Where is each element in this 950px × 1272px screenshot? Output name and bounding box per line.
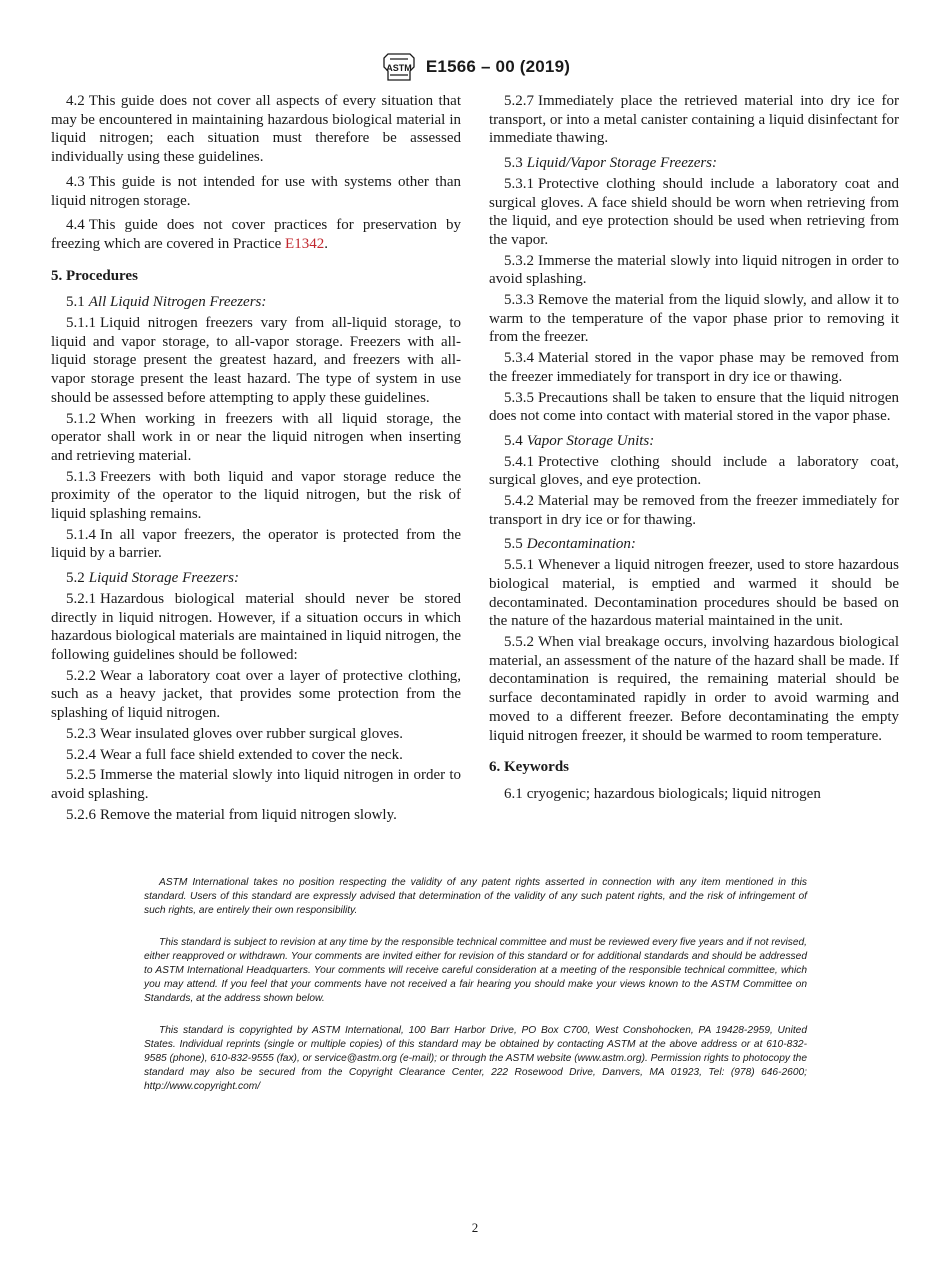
astm-logo-icon (380, 50, 418, 84)
page-number: 2 (471, 1220, 479, 1235)
revision-notice: This standard is subject to revision at any time by the responsible technical committee and must be reviewed every five years and if not revised, either reapproved or withdrawn. Your comments are invited either for revision of this standard or for additional standards and should be addressed to ASTM International Headquarters. Your comments will receive careful consideration at a meeting of the responsible technical committee, which you may attend. If you feel that your comments have not received a fair hearing you should make your views known to the ASTM Committee on Standards, at the address shown below. (144, 937, 807, 1004)
clause-5-2-7: 5.2.7 Immediately place the retrieved material into dry ice for transport, or into a metal canister containing a liquid disinfectant for immediate thawing. (489, 93, 899, 147)
clause-5-1-1: 5.1.1 Liquid nitrogen freezers vary from all-liquid storage, to liquid and vapor storage, to all-vapor storage. Freezers with all-liquid storage present the greatest hazard, and freezers with all-vapor storage present the least hazard. The type of system in use should be assessed before attempting to apply these guidelines. (51, 315, 461, 406)
clause-5-2-6: 5.2.6 Remove the material from liquid nitrogen slowly. (66, 806, 397, 823)
clause-5-2-2: 5.2.2 Wear a laboratory coat over a layer of protective clothing, such as a heavy jacket, that provides some protection from the splashing of liquid nitrogen. (51, 667, 461, 722)
copyright-notice: This standard is copyrighted by ASTM International, 100 Barr Harbor Drive, PO Box C700, West Conshohocken, PA 19428-2959, United States. Individual reprints (single or multiple copies) of this standard may be obtained by contacting ASTM at the above address or at 610-832-9585 (phone), 610-832-9555 (fax), or service@astm.org (e-mail); or through the ASTM website (www.astm.org). Permission rights to photocopy the standard may also be secured from the Copyright Clearance Center, 222 Rosewood Drive, Danvers, MA 01923, Tel: (978) 646-2600; http://www.copyright.com/ (144, 1025, 807, 1092)
clause-5-1-2: 5.1.2 When working in freezers with all liquid storage, the operator shall work in or near the liquid nitrogen when inserting and retrieving material. (51, 410, 461, 464)
clause-5-1: 5.1 All Liquid Nitrogen Freezers: (66, 294, 267, 311)
clause-5-1-3: 5.1.3 Freezers with both liquid and vapor storage reduce the proximity of the operator to the liquid nitrogen, but the risk of liquid splashing remains. (51, 468, 461, 523)
clause-4-2: 4.2 This guide does not cover all aspects of every situation that may be encountered in maintaining hazardous biological material in liquid nitrogen; each situation must therefore be assessed individually using these guidelines. (51, 93, 461, 166)
clause-5-5-1: 5.5.1 Whenever a liquid nitrogen freezer, used to store hazardous biological material, is emptied and warmed it should be decontaminated. Decontamination procedures should be based on the nature of the hazardous material maintained in the unit. (489, 557, 899, 630)
clause-5-1-4: 5.1.4 In all vapor freezers, the operator is protected from the liquid by a barrier. (51, 526, 461, 562)
clause-5-3-1: 5.3.1 Protective clothing should include a laboratory coat and surgical gloves. A face shield should be worn when retrieving from the liquid, and eye protection should be used when retrieving from the vapor. (489, 175, 899, 248)
clause-5-2-1: 5.2.1 Hazardous biological material should never be stored directly in liquid nitrogen. However, if a situation occurs in which hazardous biological materials are maintained in liquid nitrogen, the following guidelines should be followed: (51, 590, 461, 663)
clause-5-2-3: 5.2.3 Wear insulated gloves over rubber surgical gloves. (66, 725, 404, 742)
clause-5-4: 5.4 Vapor Storage Units: (504, 432, 655, 449)
section-5-heading: 5. Procedures (51, 267, 138, 284)
clause-5-5-2: 5.5.2 When vial breakage occurs, involving hazardous biological material, an assessment of the nature of the hazard shall be made. If decontamination is required, the remaining material should be surface decontaminated rapidly in order to avoid warming and moved to a different freezer. Before decontaminating the empty liquid nitrogen freezer, it should be warmed to room temperature. (489, 633, 899, 744)
clause-4-3: 4.3 This guide is not intended for use with systems other than liquid nitrogen storage. (51, 173, 461, 209)
clause-6-1: 6.1 cryogenic; hazardous biologicals; liquid nitrogen (504, 785, 821, 802)
clause-5-5: 5.5 Decontamination: (504, 536, 636, 553)
clause-5-2-5: 5.2.5 Immerse the material slowly into liquid nitrogen in order to avoid splashing. (51, 767, 461, 802)
clause-5-4-1: 5.4.1 Protective clothing should include a laboratory coat, surgical gloves, and eye protection. (489, 453, 899, 489)
document-designation: E1566 – 00 (2019) (425, 57, 571, 76)
section-6-heading: 6. Keywords (489, 759, 569, 776)
page-header (0, 50, 950, 84)
clause-5-3-3: 5.3.3 Remove the material from the liquid slowly, and allow it to warm to the temperature of the vapor phase prior to removing it from the freezer. (489, 292, 899, 346)
left-column (51, 92, 461, 826)
right-column (489, 92, 899, 806)
clause-5-2-4: 5.2.4 Wear a full face shield extended to cover the neck. (66, 746, 403, 763)
clause-5-4-2: 5.4.2 Material may be removed from the freezer immediately for transport in dry ice or for thawing. (489, 493, 899, 528)
clause-4-4: 4.4 This guide does not cover practices for preservation by freezing which are covered in Practice E1342. (51, 217, 461, 252)
clause-5-3-2: 5.3.2 Immerse the material slowly into liquid nitrogen in order to avoid splashing. (489, 252, 899, 288)
clause-5-3-4: 5.3.4 Material stored in the vapor phase may be removed from the freezer immediately for transport in dry ice or thawing. (489, 350, 899, 385)
patent-notice: ASTM International takes no position respecting the validity of any patent rights asserted in connection with any item mentioned in this standard. Users of this standard are expressly advised that determination of the validity of any such patent rights, and the risk of infringement of such rights, are entirely their own responsibility. (144, 877, 807, 916)
clause-5-2: 5.2 Liquid Storage Freezers: (66, 570, 240, 587)
practice-e1342-link[interactable]: E1342 (285, 235, 325, 252)
logo-text: ASTM (386, 63, 412, 73)
clause-5-3-5: 5.3.5 Precautions shall be taken to ensure that the liquid nitrogen does not come into contact with material stored in the vapor phase. (489, 389, 899, 425)
clause-5-3: 5.3 Liquid/Vapor Storage Freezers: (504, 155, 718, 172)
